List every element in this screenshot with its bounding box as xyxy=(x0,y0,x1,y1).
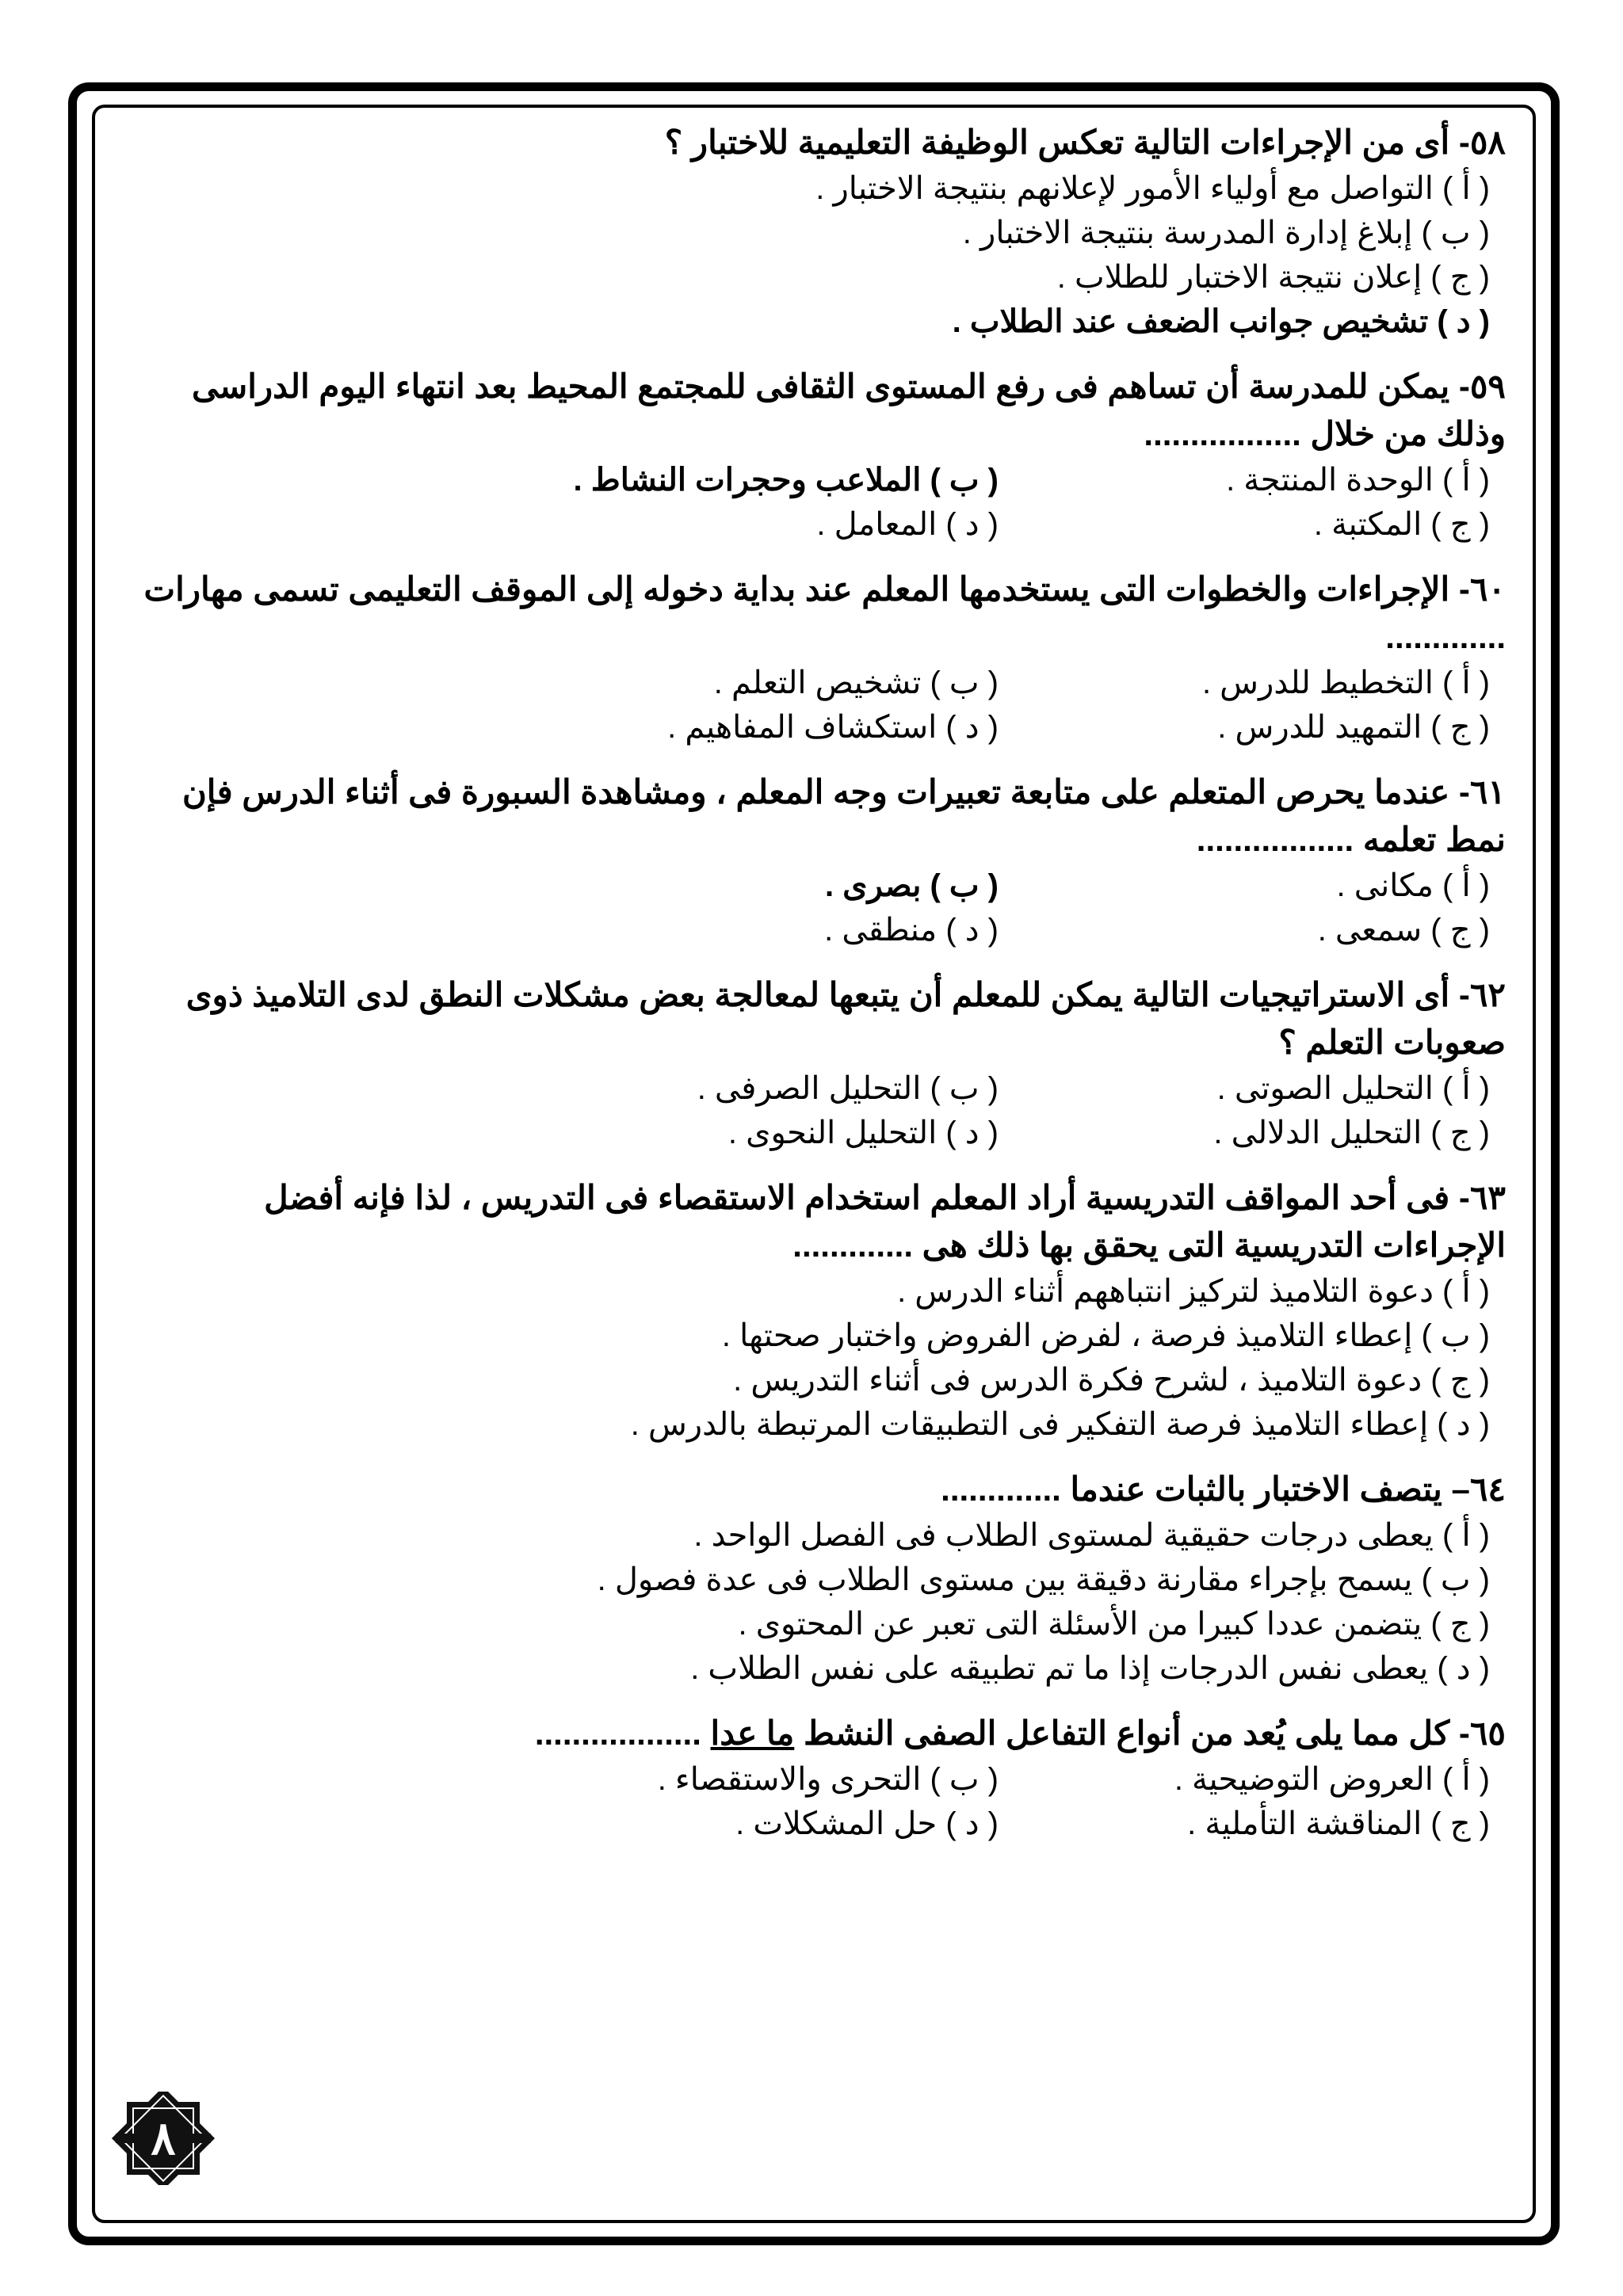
option-a: ( أ ) دعوة التلاميذ لتركيز انتباههم أثناء الدرس . xyxy=(897,1274,1490,1309)
option-b: ( ب ) يسمح بإجراء مقارنة دقيقة بين مستوى الطلاب فى عدة فصول . xyxy=(597,1562,1490,1597)
option-c: ( ج ) المناقشة التأملية . xyxy=(1187,1806,1490,1841)
option-d: ( د ) يعطى نفس الدرجات إذا ما تم تطبيقه على نفس الطلاب . xyxy=(690,1651,1490,1686)
options-grid xyxy=(133,1066,1506,1155)
question-stem: ٦٣- فى أحد المواقف التدريسية أراد المعلم استخدام الاستقصاء فى التدريس ، لذا فإنه أفضل الإجراءات التدريسية التى يحقق بها ذلك هى ............. xyxy=(264,1179,1506,1264)
question-62 xyxy=(133,971,1506,1155)
option-a: ( أ ) الوحدة المنتجة . xyxy=(1226,463,1490,498)
option-c: ( ج ) المكتبة . xyxy=(1313,507,1490,542)
question-stem: ٦٢- أى الاستراتيجيات التالية يمكن للمعلم أن يتبعها لمعالجة بعض مشكلات النطق لدى التلاميذ ذوى صعوبات التعلم ؟ xyxy=(185,976,1506,1061)
option-d: ( د ) المعامل . xyxy=(816,507,999,542)
exam-content xyxy=(133,119,1506,1865)
question-stem: ٥٩- يمكن للمدرسة أن تساهم فى رفع المستوى الثقافى للمجتمع المحيط بعد انتهاء اليوم الدراسى وذلك من خلال ................. xyxy=(192,368,1506,452)
option-b: ( ب ) إبلاغ إدارة المدرسة بنتيجة الاختبار . xyxy=(962,215,1490,250)
question-61 xyxy=(133,769,1506,952)
option-b: ( ب ) إعطاء التلاميذ فرصة ، لفرض الفروض واختبار صحتها . xyxy=(721,1318,1490,1353)
stem-underlined-text: ما عدا xyxy=(710,1714,795,1752)
option-d: ( د ) منطقى . xyxy=(824,913,999,948)
option-b-answer: ( ب ) الملاعب وحجرات النشاط . xyxy=(573,463,999,498)
page-number-badge xyxy=(100,2092,227,2185)
stem-text: ٦٥- كل مما يلى يُعد من أنواع التفاعل الصفى النشط xyxy=(794,1714,1506,1752)
options-grid xyxy=(133,661,1506,749)
question-58 xyxy=(133,119,1506,344)
option-c: ( ج ) التمهيد للدرس . xyxy=(1217,710,1490,745)
option-b-answer: ( ب ) بصرى . xyxy=(824,868,999,903)
stem-dots: .................. xyxy=(534,1714,711,1752)
option-a: ( أ ) يعطى درجات حقيقية لمستوى الطلاب فى الفصل الواحد . xyxy=(693,1518,1490,1553)
question-59 xyxy=(133,363,1506,547)
option-d: ( د ) استكشاف المفاهيم . xyxy=(667,710,999,745)
option-c: ( ج ) إعلان نتيجة الاختبار للطلاب . xyxy=(1056,260,1490,295)
option-b: ( ب ) تشخيص التعلم . xyxy=(713,666,999,700)
option-a: ( أ ) التخطيط للدرس . xyxy=(1201,666,1490,700)
question-stem: ٦٤– يتصف الاختبار بالثبات عندما ............. xyxy=(941,1470,1506,1508)
option-a: ( أ ) التواصل مع أولياء الأمور لإعلانهم بنتيجة الاختبار . xyxy=(815,171,1490,206)
option-c: ( ج ) سمعى . xyxy=(1317,913,1490,948)
option-a: ( أ ) التحليل الصوتى . xyxy=(1216,1071,1490,1106)
option-d: ( د ) إعطاء التلاميذ فرصة التفكير فى التطبيقات المرتبطة بالدرس . xyxy=(630,1407,1490,1442)
question-64 xyxy=(133,1466,1506,1691)
options-grid xyxy=(133,458,1506,547)
option-a: ( أ ) مكانى . xyxy=(1336,868,1490,903)
question-stem xyxy=(133,1710,1506,1757)
question-60 xyxy=(133,566,1506,749)
option-c: ( ج ) دعوة التلاميذ ، لشرح فكرة الدرس فى أثناء التدريس . xyxy=(733,1363,1490,1398)
option-a: ( أ ) العروض التوضيحية . xyxy=(1174,1762,1490,1797)
option-c: ( ج ) التحليل الدلالى . xyxy=(1213,1116,1490,1150)
page-number: ٨ xyxy=(151,2111,176,2165)
option-b: ( ب ) التحليل الصرفى . xyxy=(697,1071,999,1106)
option-c: ( ج ) يتضمن عددا كبيرا من الأسئلة التى تعبر عن المحتوى . xyxy=(738,1607,1490,1642)
option-d: ( د ) حل المشكلات . xyxy=(735,1806,999,1841)
question-stem: ٥٨- أى من الإجراءات التالية تعكس الوظيفة التعليمية للاختبار ؟ xyxy=(664,124,1506,161)
options-grid xyxy=(133,1757,1506,1846)
option-b: ( ب ) التحرى والاستقصاء . xyxy=(657,1762,999,1797)
question-65 xyxy=(133,1710,1506,1846)
options-grid xyxy=(133,864,1506,952)
question-stem: ٦٠- الإجراءات والخطوات التى يستخدمها المعلم عند بداية دخوله إلى الموقف التعليمى تسمى مهارات ............. xyxy=(143,570,1506,655)
question-stem: ٦١- عندما يحرص المتعلم على متابعة تعبيرات وجه المعلم ، ومشاهدة السبورة فى أثناء الدرس فإن نمط تعلمه ................. xyxy=(181,773,1506,858)
option-d-answer: ( د ) تشخيص جوانب الضعف عند الطلاب . xyxy=(952,304,1490,339)
option-d: ( د ) التحليل النحوى . xyxy=(727,1116,999,1150)
question-63 xyxy=(133,1174,1506,1447)
